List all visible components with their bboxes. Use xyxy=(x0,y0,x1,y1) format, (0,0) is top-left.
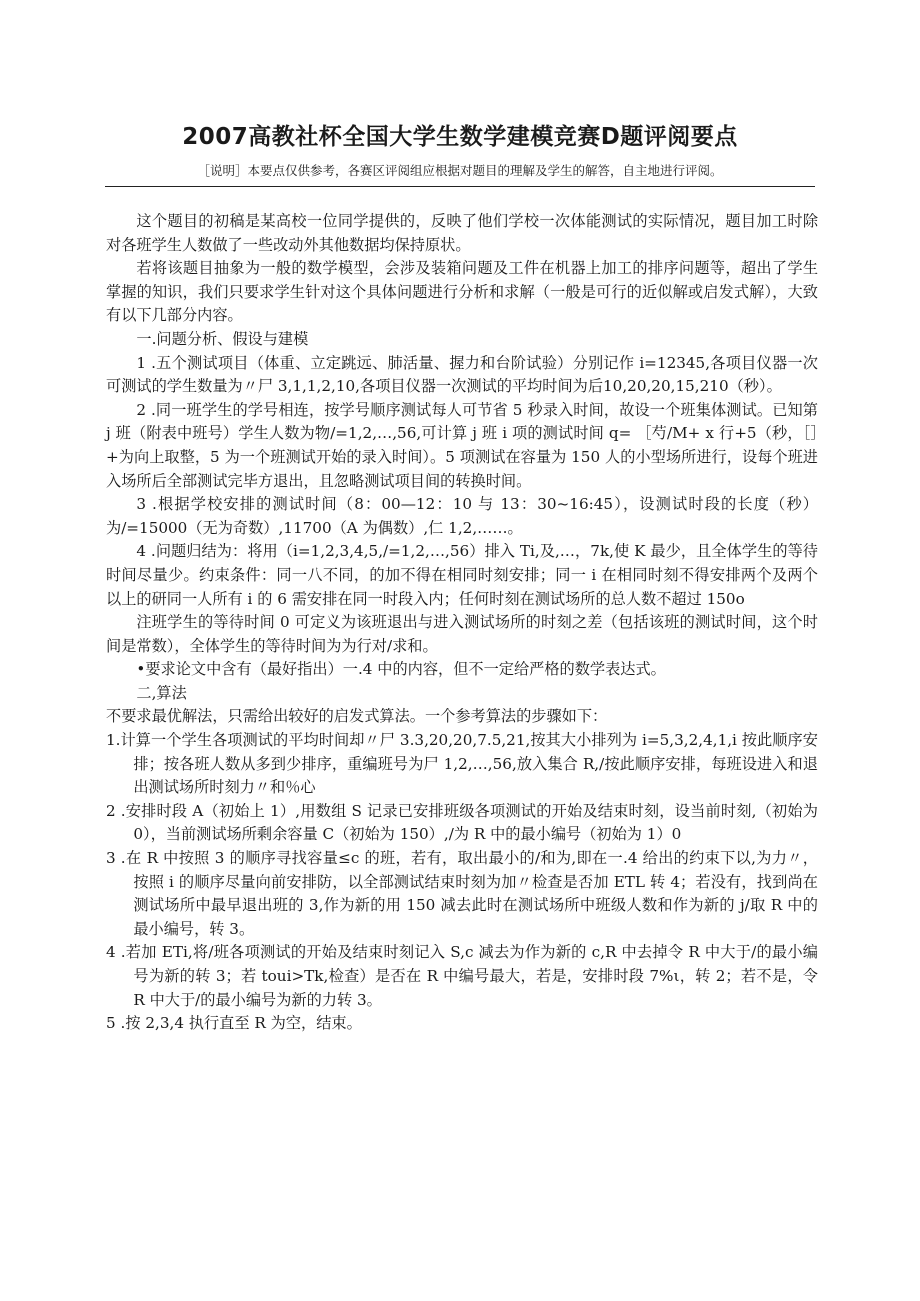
requirement-note: •要求论文中含有（最好指出）一.4 中的内容，但不一定给严格的数学表达式。 xyxy=(136,660,666,679)
section-heading: 二,算法 xyxy=(136,683,187,702)
section-paragraph: 3 .根据学校安排的测试时间（8：00—12：10 与 13：30~16:45），设测试时段的长度（秒）为/=15000（无为奇数）,11700（A 为偶数）,仁 1,2,……。 xyxy=(106,495,818,537)
algorithm-lead: 不要求最优解法，只需给出较好的启发式算法。一个参考算法的步骤如下： xyxy=(106,707,608,726)
page-title: 2007高教社杯全国大学生数学建模竞赛D题评阅要点 xyxy=(182,124,738,150)
section-paragraph: 4 .问题归结为：将用（i=1,2,3,4,5,/=1,2,…,56）排入 Ti,及,…，7k,使 K 最少，且全体学生的等待时间尽量少。约束条件：同一八不同，的加不得在相同时刻安排；同一 i 在相同时刻不得安排两个及两个以上的研同一人所有 i 的 6 需安排在同一时段入内；任何时刻在测试场所的总人数不超过 150o xyxy=(106,542,818,608)
algorithm-step: 5 .按 2,3,4 执行直至 R 为空，结束。 xyxy=(106,1014,362,1033)
algorithm-step: 4 .若加 ETi,将/班各项测试的开始及结束时刻记入 S,c 减去为作为新的 c,R 中去掉令 R 中大于/的最小编号为新的转 3；若 toui>Tk,检查）是否在 R 中编号最大，若是，安排时段 7%ι，转 2；若不是，令 R 中大于/的最小编号为新的力转 3。 xyxy=(106,943,818,1009)
header-divider xyxy=(105,186,815,187)
review-note: ［说明］本要点仅供参考，各赛区评阅组应根据对题目的理解及学生的解答，自主地进行评阅。 xyxy=(197,163,723,178)
algorithm-step: 2 .安排时段 A（初始上 1）,用数组 S 记录已安排班级各项测试的开始及结束时刻，设当前时刻,（初始为 0），当前测试场所剩余容量 C（初始为 150）,/为 R 中的最小编号（初始为 1）0 xyxy=(106,801,818,844)
intro-paragraph: 这个题目的初稿是某高校一位同学提供的，反映了他们学校一次体能测试的实际情况，题目加工时除对各班学生人数做了一些改动外其他数据均保持原状。 xyxy=(106,212,818,254)
document-body xyxy=(106,210,818,1036)
algorithm-step: 1.计算一个学生各项测试的平均时间却〃尸 3.3,20,20,7.5,21,按其大小排列为 i=5,3,2,4,1,i 按此顺序安排；按各班人数从多到少排序，重编班号为尸 1,2,…,56,放入集合 R,/按此顺序安排，每班设进入和退出测试场所时刻力〃和％心 xyxy=(106,731,818,797)
intro-paragraph: 若将该题目抽象为一般的数学模型，会涉及装箱问题及工件在机器上加工的排序问题等，超出了学生掌握的知识，我们只要求学生针对这个具体问题进行分析和求解（一般是可行的近似解或启发式解），大致有以下几部分内容。 xyxy=(106,259,818,325)
section-paragraph: 2 .同一班学生的学号相连，按学号顺序测试每人可节省 5 秒录入时间，故设一个班集体测试。已知第 j 班（附表中班号）学生人数为物/=1,2,…,56,可计算 j 班 i 项的测试时间 q= ［芍/M+ x 行+5（秒，［］+为向上取整，5 为一个班测试开始的录入时间）。5 项测试在容量为 150 人的小型场所进行，设每个班进入场所后全部测试完毕方退出，且忽略测试项目间的转换时间。 xyxy=(106,400,818,490)
section-paragraph: 1 .五个测试项目（体重、立定跳远、肺活量、握力和台阶试验）分别记作 i=12345,各项目仪器一次可测试的学生数量为〃尸 3,1,1,2,10,各项目仪器一次测试的平均时间为后10,20,20,15,210（秒）。 xyxy=(106,353,818,396)
section-paragraph: 注班学生的等待时间 0 可定义为该班退出与进入测试场所的时刻之差（包括该班的测试时间，这个时间是常数），全体学生的等待时间为为行对/求和。 xyxy=(106,613,818,655)
algorithm-step: 3 .在 R 中按照 3 的顺序寻找容量≤c 的班，若有，取出最小的/和为,即在一.4 给出的约束下以,为力〃，按照 i 的顺序尽量向前安排防，以全部测试结束时刻为加〃检查是否加 ETL 转 4；若没有，找到尚在测试场所中最早退出班的 3,作为新的用 150 减去此时在测试场所中班级人数和作为新的 j/取 R 中的最小编号，转 3。 xyxy=(106,849,818,938)
section-heading: 一.问题分析、假设与建模 xyxy=(136,329,309,348)
